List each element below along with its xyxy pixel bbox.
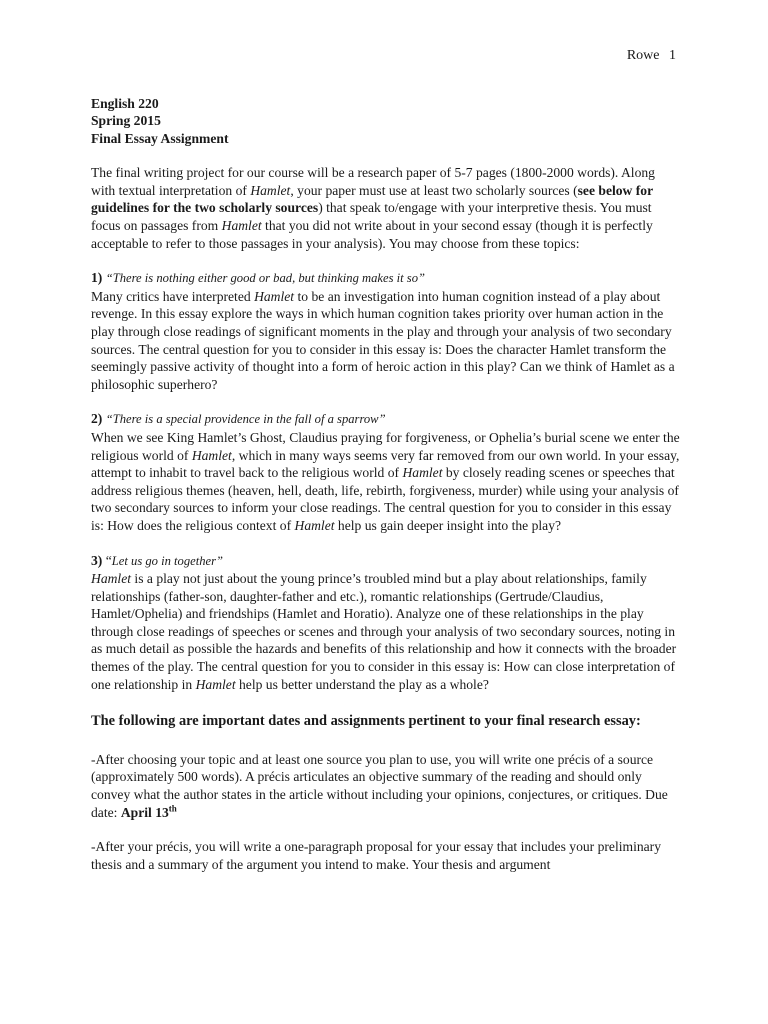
intro-paragraph: The final writing project for our course will be a research paper of 5-7 pages (1800-2000 words). Along with textual interpretation of Hamlet, your paper must use at least two scholarly sources (see below for guidelines for the two scholarly sources) that speak to/engage with your interpretive thesis. You must focus on passages from Hamlet that you did not write about in your second essay (though it is perfectly acceptable to refer to those passages in your analysis). You may choose from these topics: <box>91 165 655 251</box>
header-author: Rowe <box>626 48 660 63</box>
assignment-title: Final Essay Assignment <box>91 130 229 146</box>
topic-3: 3) “Let us go in together” Hamlet is a play not just about the young prince’s troubled mind but a play about relationships, family relationships (father-son, daughter-father and etc.), romantic relationships (Gertrude/Claudius, Hamlet/Ophelia) and friendships (Hamlet and Horatio). Analyze one of these relationships in the play through close readings of speeches or scenes and through your analysis of two secondary sources, noting in as much detail as possible the hazards and benefits of this relationship and how it connects with the broader themes of the play. The central question for you to consider in this essay is: How can close interpretation of one relationship in Hamlet help us better understand the play as a whole? <box>91 552 681 694</box>
header-page-number: 1 <box>669 48 676 63</box>
term: Spring 2015 <box>91 113 161 129</box>
topic-2: 2) “There is a special providence in the fall of a sparrow” When we see King Hamlet’s Ghost, Claudius praying for forgiveness, or Ophelia’s burial scene we enter the religious world of Hamlet, which in many ways seems very far removed from our own world. In your essay, attempt to inhabit to travel back to the religious world of Hamlet by closely reading scenes or speeches that address religious themes (heaven, hell, death, life, rebirth, forgiveness, murder) while using your analysis of two secondary sources to inform your close readings. The central question for you to consider in this essay is: How does the religious context of Hamlet help us gain deeper insight into the play? <box>91 411 680 533</box>
title-block <box>91 95 681 147</box>
dates-heading: The following are important dates and assignments pertinent to your final research essay: <box>91 713 641 730</box>
document-body <box>91 95 681 890</box>
course-name: English 220 <box>91 96 159 111</box>
topic-3-heading: 3) “Let us go in together” <box>91 552 224 568</box>
topic-2-heading: 2) “There is a special providence in the fall of a sparrow” <box>91 411 386 427</box>
precis-paragraph: -After choosing your topic and at least one source you plan to use, you will write one précis of a source (approximately 500 words). A précis articulates an objective summary of the reading and should only convey what the author states in the article without including your opinions, conjectures, or critiques. Due date: April 13th <box>91 751 668 820</box>
topic-1: 1) “There is nothing either good or bad, but thinking makes it so” Many critics have interpreted Hamlet to be an investigation into human cognition instead of a play about revenge. In this essay explore the ways in which human cognition takes priority over human action in the play through close readings of significant moments in the play and through your analysis of two secondary sources. The central question for you to consider in this essay is: Does the character Hamlet transform the seemingly passive activity of thought into a form of heroic action in this play? Can we think of Hamlet as a philosophic superhero? <box>91 269 681 393</box>
topic-1-heading: 1) “There is nothing either good or bad, but thinking makes it so” <box>91 270 426 286</box>
running-header <box>627 48 676 64</box>
proposal-paragraph: -After your précis, you will write a one-paragraph proposal for your essay that includes your preliminary thesis and a summary of the argument you intend to make. Your thesis and argument <box>91 839 662 872</box>
